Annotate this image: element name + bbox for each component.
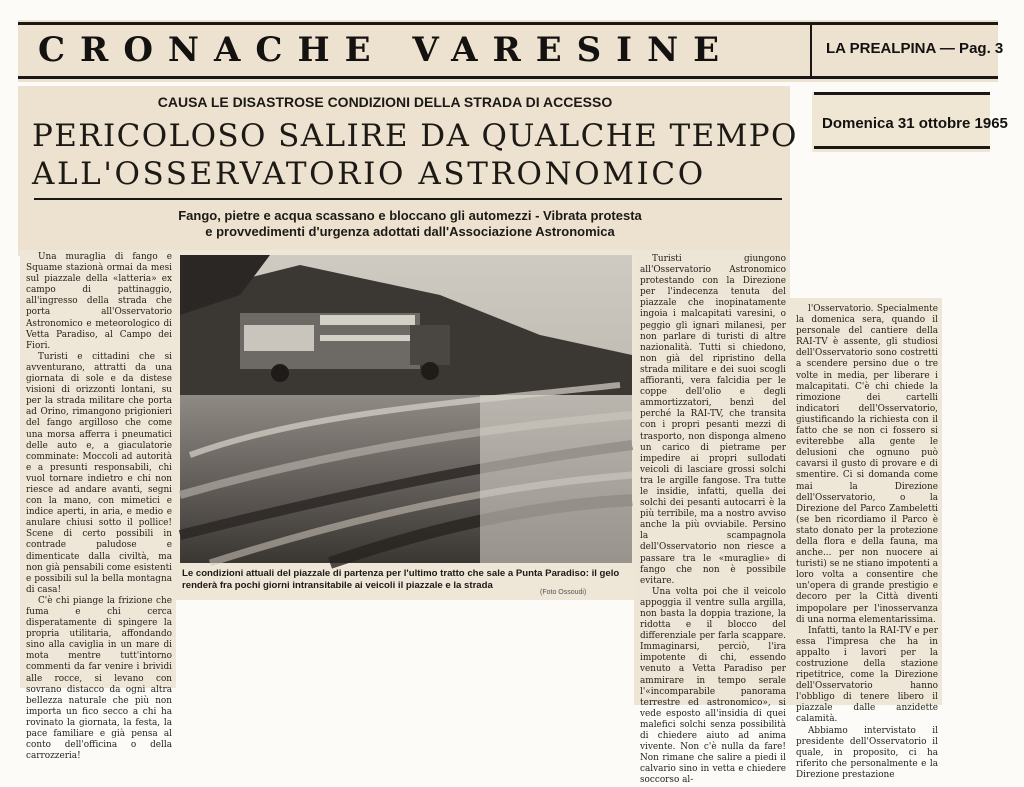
photo-caption: Le condizioni attuali del piazzale di partenza per l'ultimo tratto che sale a Punta Paradiso: il gelo renderà fra pochi giorni intransitabile ai veicoli il piazzale e la strada	[182, 568, 620, 591]
article-column-1	[26, 252, 172, 762]
headline-line-2: ALL'OSSERVATORIO ASTRONOMICO	[32, 156, 706, 192]
section-title: CRONACHE VARESINE	[38, 30, 735, 70]
col1-paragraph: Turisti e cittadini che si avventurano, attratti da una giornata di sole e da distese visioni di orizzonti lontani, su per la strada militare che porta ad Orino, rimangono prigionieri del fango argilloso che come una morsa afferra i pneumatici delle auto e, a giaculatorie comminate: Moccoli ad autorità e a presunti responsabili, chi vuol tornare indietro e chi non riesce ad andare avanti, segni con la mano, con mimetici e indice aperti, in aria, e medio e anulare chiusi sotto il pollice! Scene di certo possibili in contrade paludose e dimenticate dalla civiltà, ma non già pensabili come esistenti e possibili sul la bella montagna di casa!	[26, 351, 172, 595]
col1-paragraph: Una muraglia di fango e Squame stazionà ormai da mesi sul piazzale della «latteria» ex campo di pattinaggio, all'ingresso della strada che porta all'Osservatorio Astronomico e meteorologico di Vetta Paradiso, al Campo dei Fiori.	[26, 252, 172, 351]
col4-paragraph: Abbiamo intervistato il presidente dell'Osservatorio il quale, in proposito, ci ha riferito che personalmente e la Direzione prestazione	[796, 725, 938, 780]
photo-credit: (Foto Ossoudi)	[540, 589, 587, 596]
article-photo	[180, 255, 632, 563]
headline-line-1: PERICOLOSO SALIRE DA QUALCHE TEMPO	[32, 118, 798, 154]
subdeck-line-1: Fango, pietre e acqua scassano e bloccano gli automezzi - Vibrata protesta	[178, 208, 642, 223]
masthead-bottom-rule	[18, 76, 998, 79]
date-top-rule	[814, 92, 990, 95]
article-column-4	[796, 304, 938, 780]
subdeck-line-2: e provvedimenti d'urgenza adottati dall'Associazione Astronomica	[205, 224, 615, 239]
article-column-3	[640, 254, 786, 786]
masthead-divider	[810, 22, 812, 79]
col4-paragraph: Infatti, tanto la RAI-TV e per essa l'impresa che ha in appalto i lavori per la costruzione della stazione ripetitrice, come la Direzione dell'Osservatorio hanno l'obbligo di tenere libero il piazzale dalle anzidette calamità.	[796, 625, 938, 725]
article-subdeck	[170, 208, 650, 240]
col1-paragraph: C'è chi piange la frizione che fuma e chi cerca disperatamente di spingere la propria utilitaria, affondando sino alla caviglia in un mare di mota mentre tutt'intorno commenti da far venire i brividi alle rocce, si levano con sovrano distacco da ogni altra bellezza naturale che più non importa un fico secco a chi ha rovinato la giornata, la festa, la pace familiare e già pensa al conto dell'officina o della carrozzeria!	[26, 595, 172, 762]
headline-rule	[34, 198, 782, 200]
issue-date: Domenica 31 ottobre 1965	[822, 115, 1008, 132]
masthead-top-rule	[18, 22, 998, 25]
article-kicker: CAUSA LE DISASTROSE CONDIZIONI DELLA STRADA DI ACCESSO	[157, 94, 613, 110]
muddy-road-photo	[180, 255, 632, 563]
col3-paragraph: Una volta poi che il veicolo appoggia il ventre sulla argilla, non basta la doppia trazione, la ridotta e il blocco del differenziale per farla scappare. Immaginarsi, perciò, l'ira impotente di chi, essendo venuto a Vetta Paradiso per ammirare in tempo serale l'«incomparabile panorama terrestre ed astronomico», si vede esposto all'insidia di quei malefici solchi senza possibilità di chiedere aiuto ad anima vivente. Non c'è nulla da fare! Non rimane che salire a piedi il calvario sino in vetta e chiedere soccorso al-	[640, 586, 786, 786]
date-bottom-rule	[814, 146, 990, 149]
col4-paragraph: l'Osservatorio. Specialmente la domenica sera, quando il personale del cantiere della RAI-TV è assente, gli studiosi dell'Osservatorio sono costretti a scendere persino due o tre volte in media, per liberare i malcapitati. C'è chi chiede la rimozione dei cartelli indicatori dell'Osservatorio, giustificando la richiesta con il fatto che se non ci fossero si eviterebbe alla gente le delusioni che ognuno può cavarsi il gusto di provare e di smentire. Ci si domanda come mai la Direzione dell'Osservatorio, o la Direzione del Parco Zambeletti (se ben ricordiamo il Parco è stato donato per la protezione della flora e della fauna, ma anche... per non nuocere ai turisti) se ne stiano impotenti a loro volta a consentire che un'opera di grande prestigio e decoro per la Città diventi impopolare per l'inosservanza di una norma elementarissima.	[796, 304, 938, 625]
paper-page-label: LA PREALPINA — Pag. 3	[826, 40, 1004, 57]
col3-paragraph: Turisti giungono all'Osservatorio Astronomico protestando con la Direzione per l'indecenza tenuta del piazzale che inopinatamente ingoia i malcapitati varesini, o peggio gli ignari milanesi, per non parlare di turisti di altre nazionalità. Tutti si chiedono, non già del ripristino della strada militare e dei suoi scogli affioranti, vera falcidia per le coppe dell'olio e degli ammortizzatori, benzì del perché la RAI-TV, che transita con i propri pesanti mezzi di trasporto, non disponga almeno un carico di pietrame per impedire ai propri sullodati veicoli di lasciare grossi solchi tra le argille fangose. Tra tutte le insidie, infatti, quella dei solchi dei pesanti autocarri è la più terribile, ma a nostro avviso anche la più ovviabile. Persino la scampagnola dell'Osservatorio non riesce a passare tra le «muraglie» di fango che non è possibile evitare.	[640, 254, 786, 586]
